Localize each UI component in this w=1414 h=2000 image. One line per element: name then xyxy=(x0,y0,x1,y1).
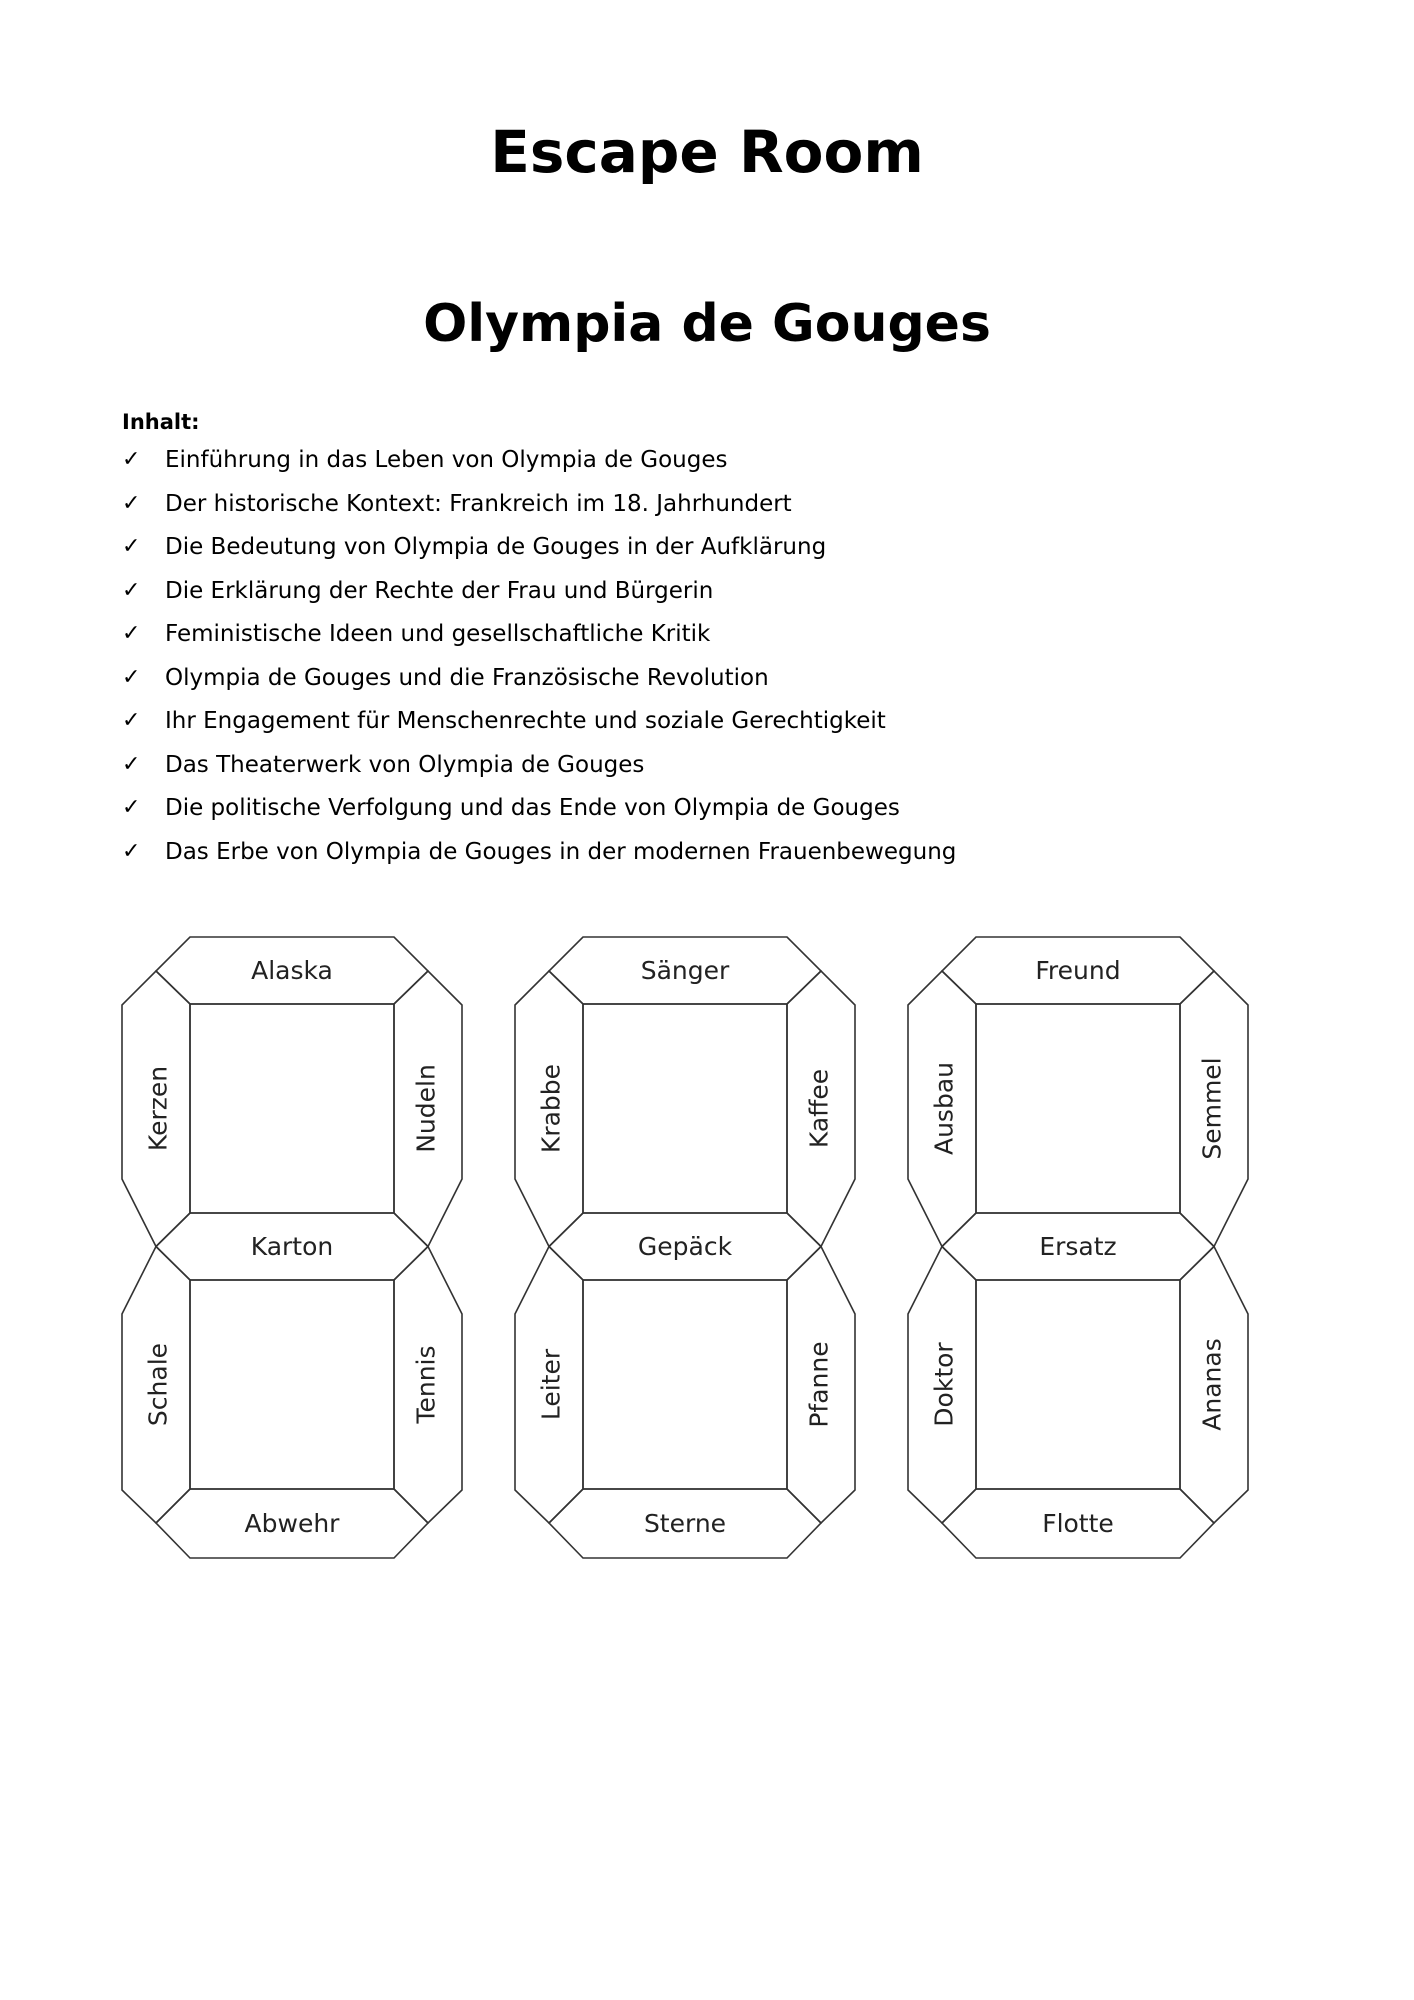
puzzle-word-top: Alaska xyxy=(251,956,333,985)
puzzle-word-bottom: Flotte xyxy=(1042,1509,1114,1538)
puzzle-word-left-lower: Schale xyxy=(143,1342,173,1427)
list-item-text: Das Theaterwerk von Olympia de Gouges xyxy=(165,751,645,778)
puzzle-upper-square xyxy=(190,1004,394,1213)
checkmark-icon: ✓ xyxy=(122,577,141,603)
puzzle-upper-square xyxy=(976,1004,1180,1213)
checkmark-icon: ✓ xyxy=(122,447,141,472)
list-item-text: Ihr Engagement für Menschenrechte und soziale Gerechtigkeit xyxy=(165,708,886,734)
puzzle-word-middle: Karton xyxy=(250,1232,334,1261)
list-item-text: Olympia de Gouges und die Französische Revolution xyxy=(165,664,769,691)
page-title: Escape Room xyxy=(490,118,924,186)
checkmark-icon: ✓ xyxy=(122,795,141,820)
puzzle-word-left-upper: Ausbau xyxy=(929,1061,959,1156)
puzzle-word-left-upper: Krabbe xyxy=(536,1063,566,1154)
checkmark-icon: ✓ xyxy=(122,708,141,733)
checkmark-icon: ✓ xyxy=(122,621,141,646)
puzzle-word-left-lower: Leiter xyxy=(536,1348,566,1421)
puzzle-word-right-upper: Kaffee xyxy=(804,1068,834,1149)
list-item-text: Die Erklärung der Rechte der Frau und Bürgerin xyxy=(165,577,714,604)
list-item-text: Der historische Kontext: Frankreich im 18. Jahrhundert xyxy=(165,490,792,517)
contents-label: Inhalt: xyxy=(122,410,200,434)
list-item-text: Die Bedeutung von Olympia de Gouges in der Aufklärung xyxy=(165,534,827,560)
puzzle-word-middle: Gepäck xyxy=(637,1232,733,1261)
puzzle-word-left-upper: Kerzen xyxy=(143,1065,173,1152)
puzzle-word-right-lower: Pfanne xyxy=(804,1341,834,1428)
checkmark-icon: ✓ xyxy=(122,664,141,690)
list-item-text: Die politische Verfolgung und das Ende von Olympia de Gouges xyxy=(165,795,900,821)
puzzle-word-right-upper: Semmel xyxy=(1197,1057,1227,1160)
checkmark-icon: ✓ xyxy=(122,751,141,777)
checkmark-icon: ✓ xyxy=(122,838,141,864)
puzzle-word-top: Freund xyxy=(1035,956,1121,985)
puzzle-word-left-lower: Doktor xyxy=(929,1342,959,1427)
puzzle-lower-square xyxy=(583,1280,787,1489)
puzzle-word-top: Sänger xyxy=(640,956,730,985)
puzzle-figure xyxy=(515,937,855,1558)
checkmark-icon: ✓ xyxy=(122,534,141,559)
puzzle-lower-square xyxy=(190,1280,394,1489)
puzzle-word-middle: Ersatz xyxy=(1039,1232,1117,1261)
puzzle-figure xyxy=(122,937,462,1558)
puzzle-lower-square xyxy=(976,1280,1180,1489)
page-subtitle: Olympia de Gouges xyxy=(423,294,991,354)
puzzle-upper-square xyxy=(583,1004,787,1213)
puzzle-word-bottom: Abwehr xyxy=(244,1509,340,1538)
list-item-text: Feministische Ideen und gesellschaftliche Kritik xyxy=(165,621,711,647)
list-item-text: Das Erbe von Olympia de Gouges in der modernen Frauenbewegung xyxy=(165,838,957,865)
puzzle-word-right-upper: Nudeln xyxy=(411,1064,441,1153)
puzzle-figure xyxy=(908,937,1248,1558)
list-item-text: Einführung in das Leben von Olympia de Gouges xyxy=(165,447,728,473)
puzzle-word-bottom: Sterne xyxy=(643,1509,727,1538)
puzzle-word-right-lower: Tennis xyxy=(411,1345,441,1424)
checkmark-icon: ✓ xyxy=(122,490,141,516)
puzzle-word-right-lower: Ananas xyxy=(1197,1338,1227,1431)
